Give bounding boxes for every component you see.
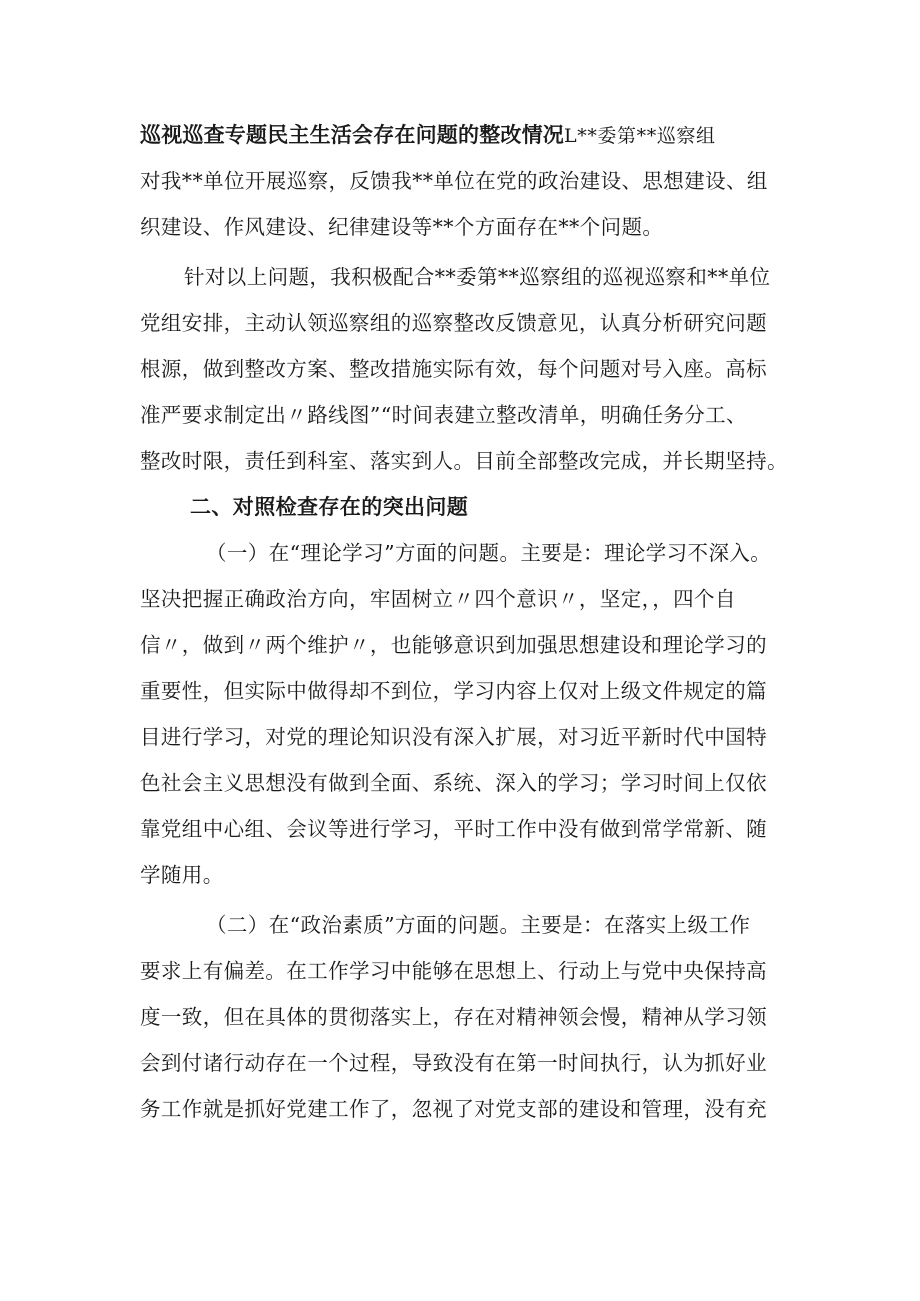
subsection2-line: 要求上有偏差。在工作学习中能够在思想上、行动上与党中央保持高 (140, 959, 767, 983)
subsection1-line: 重要性，但实际中做得却不到位，学习内容上仅对上级文件规定的篇 (140, 679, 767, 703)
subsection1-line: 色社会主义思想没有做到全面、系统、深入的学习；学习时间上仅依 (140, 771, 767, 795)
section-heading: 二、对照检查存在的突出问题 (190, 495, 469, 519)
paragraph2-line: 整改时限，责任到科室、落实到人。目前全部整改完成，并长期坚持。 (140, 449, 788, 473)
subsection1-line: 靠党组中心组、会议等进行学习，平时工作中没有做到常学常新、随 (140, 817, 767, 841)
subsection1-line: 目进行学习，对党的理论知识没有深入扩展，对习近平新时代中国特 (140, 725, 767, 749)
subsection1-line: （一）在“理论学习”方面的问题。主要是：理论学习不深入。 (206, 541, 772, 565)
intro-first-line (140, 112, 790, 158)
subsection1-line: 信〃，做到〃两个维护〃，也能够意识到加强思想建设和理论学习的 (140, 633, 767, 657)
subsection2-line: 会到付诸行动存在一个过程，导致没有在第一时间执行，认为抓好业 (140, 1051, 767, 1075)
subsection2-line: 度一致，但在具体的贯彻落实上，存在对精神领会慢，精神从学习领 (140, 1005, 767, 1029)
intro-title: 巡视巡查专题民主生活会存在问题的整改情况 (140, 123, 564, 147)
intro-title-rest: L**委第**巡察组 (564, 125, 716, 147)
subsection1-line: 学随用。 (140, 863, 224, 887)
paragraph2-line: 针对以上问题，我积极配合**委第**巡察组的巡视巡察和**单位 (184, 265, 771, 289)
paragraph2-line: 根源，做到整改方案、整改措施实际有效，每个问题对号入座。高标 (140, 357, 767, 381)
paragraph2-line: 党组安排，主动认领巡察组的巡察整改反馈意见，认真分析研究问题 (140, 311, 767, 335)
subsection2-line: （二）在“政治素质”方面的问题。主要是：在落实上级工作 (206, 913, 751, 937)
subsection1-line: 坚决把握正确政治方向，牢固树立〃四个意识〃，坚定，，四个自 (140, 587, 736, 611)
document-body (140, 112, 790, 1132)
paragraph2-line: 准严要求制定出〃路线图”“时间表建立整改清单，明确任务分工、 (140, 403, 747, 427)
paragraph1-line: 对我**单位开展巡察，反馈我**单位在党的政治建设、思想建设、组 (140, 169, 768, 193)
subsection2-line: 务工作就是抓好党建工作了，忽视了对党支部的建设和管理，没有充 (140, 1097, 767, 1121)
paragraph1-line: 织建设、作风建设、纪律建设等**个方面存在**个问题。 (140, 215, 664, 239)
